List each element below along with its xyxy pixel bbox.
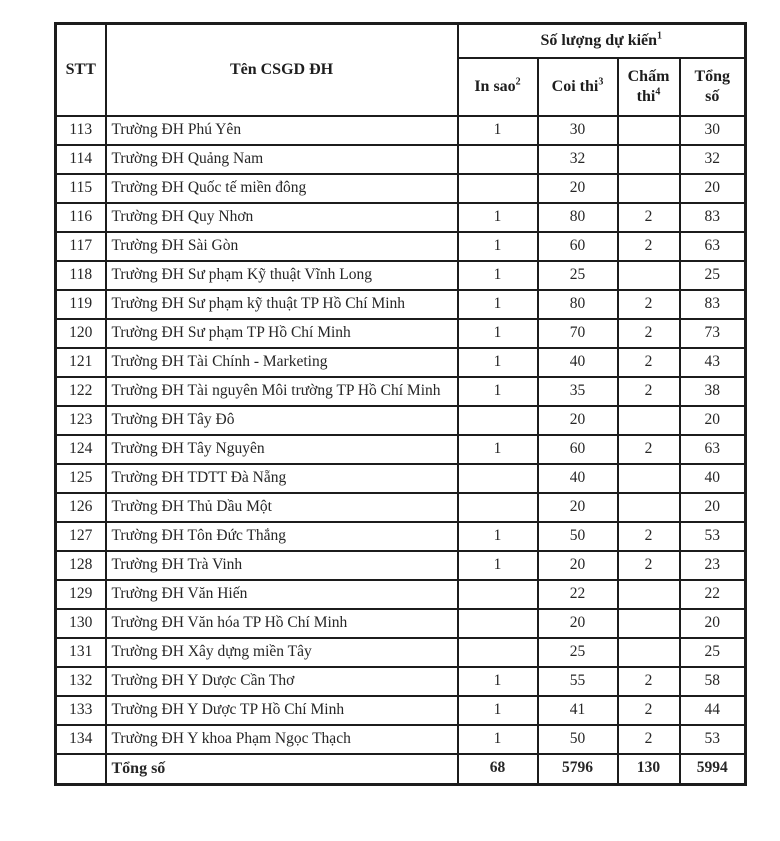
row-cham-thi-value: 2 [618, 551, 680, 580]
row-in-sao-value: 1 [458, 203, 538, 232]
row-in-sao-value: 1 [458, 725, 538, 754]
row-tong-so-value: 20 [680, 493, 746, 522]
row-in-sao-value: 1 [458, 667, 538, 696]
row-coi-thi-value: 20 [538, 493, 618, 522]
row-coi-thi-value: 60 [538, 232, 618, 261]
row-cham-thi-value [618, 609, 680, 638]
row-university-name: Trường ĐH Quốc tế miền đông [106, 174, 458, 203]
table-row [56, 406, 746, 435]
row-stt: 116 [56, 203, 106, 232]
row-tong-so-value: 83 [680, 290, 746, 319]
table-row [56, 116, 746, 145]
row-coi-thi-value: 32 [538, 145, 618, 174]
row-cham-thi-value: 2 [618, 667, 680, 696]
row-stt: 118 [56, 261, 106, 290]
row-university-name: Trường ĐH Tây Nguyên [106, 435, 458, 464]
row-university-name: Trường ĐH Sư phạm TP Hồ Chí Minh [106, 319, 458, 348]
table-row [56, 580, 746, 609]
row-tong-so-value: 58 [680, 667, 746, 696]
row-coi-thi-value: 50 [538, 522, 618, 551]
row-tong-so-value: 40 [680, 464, 746, 493]
row-tong-so-value: 43 [680, 348, 746, 377]
row-university-name: Trường ĐH Y Dược TP Hồ Chí Minh [106, 696, 458, 725]
row-cham-thi-value [618, 174, 680, 203]
row-cham-thi-value: 2 [618, 435, 680, 464]
row-in-sao-value: 1 [458, 232, 538, 261]
row-in-sao-value [458, 174, 538, 203]
row-coi-thi-value: 20 [538, 609, 618, 638]
total-label: Tổng số [106, 754, 458, 784]
row-university-name: Trường ĐH Trà Vinh [106, 551, 458, 580]
table-row [56, 638, 746, 667]
row-cham-thi-value [618, 638, 680, 667]
row-tong-so-value: 25 [680, 261, 746, 290]
row-stt: 133 [56, 696, 106, 725]
table-row [56, 232, 746, 261]
row-university-name: Trường ĐH Văn hóa TP Hồ Chí Minh [106, 609, 458, 638]
row-cham-thi-value [618, 406, 680, 435]
row-tong-so-value: 22 [680, 580, 746, 609]
table-row [56, 493, 746, 522]
row-coi-thi-value: 20 [538, 174, 618, 203]
row-in-sao-value: 1 [458, 290, 538, 319]
header-coi-thi [538, 58, 618, 116]
header-group-expected-quantity [458, 24, 746, 59]
header-group-label: Số lượng dự kiến [540, 32, 658, 50]
row-in-sao-value [458, 145, 538, 174]
header-university-name: Tên CSGD ĐH [106, 24, 458, 117]
table-row [56, 696, 746, 725]
row-in-sao-value [458, 580, 538, 609]
row-in-sao-value [458, 493, 538, 522]
row-university-name: Trường ĐH Quy Nhơn [106, 203, 458, 232]
row-university-name: Trường ĐH Sư phạm Kỹ thuật Vĩnh Long [106, 261, 458, 290]
row-stt: 132 [56, 667, 106, 696]
table-row [56, 261, 746, 290]
header-in-sao-footnote: 2 [515, 76, 521, 88]
row-stt: 130 [56, 609, 106, 638]
row-university-name: Trường ĐH Y khoa Phạm Ngọc Thạch [106, 725, 458, 754]
row-coi-thi-value: 55 [538, 667, 618, 696]
row-stt: 119 [56, 290, 106, 319]
row-coi-thi-value: 80 [538, 290, 618, 319]
row-stt: 122 [56, 377, 106, 406]
row-tong-so-value: 44 [680, 696, 746, 725]
header-coi-thi-footnote: 3 [598, 76, 604, 88]
header-tong-so [680, 58, 746, 116]
row-university-name: Trường ĐH Tài nguyên Môi trường TP Hồ Chí Minh [106, 377, 458, 406]
total-tong-so: 5994 [680, 754, 746, 784]
row-cham-thi-value: 2 [618, 377, 680, 406]
row-cham-thi-value: 2 [618, 725, 680, 754]
row-stt: 121 [56, 348, 106, 377]
row-cham-thi-value: 2 [618, 522, 680, 551]
row-university-name: Trường ĐH Tài Chính - Marketing [106, 348, 458, 377]
row-stt: 129 [56, 580, 106, 609]
row-tong-so-value: 30 [680, 116, 746, 145]
row-tong-so-value: 20 [680, 609, 746, 638]
table-row [56, 348, 746, 377]
row-coi-thi-value: 40 [538, 464, 618, 493]
row-stt: 124 [56, 435, 106, 464]
row-in-sao-value: 1 [458, 319, 538, 348]
row-university-name: Trường ĐH Tây Đô [106, 406, 458, 435]
row-stt: 117 [56, 232, 106, 261]
row-university-name: Trường ĐH Thủ Dầu Một [106, 493, 458, 522]
row-cham-thi-value [618, 493, 680, 522]
row-coi-thi-value: 60 [538, 435, 618, 464]
row-in-sao-value: 1 [458, 116, 538, 145]
table-row [56, 551, 746, 580]
row-tong-so-value: 83 [680, 203, 746, 232]
table-row [56, 609, 746, 638]
row-in-sao-value: 1 [458, 348, 538, 377]
row-coi-thi-value: 50 [538, 725, 618, 754]
row-in-sao-value [458, 464, 538, 493]
row-stt: 120 [56, 319, 106, 348]
row-university-name: Trường ĐH Văn Hiến [106, 580, 458, 609]
table-header [56, 24, 746, 117]
header-in-sao-label: In sao [474, 78, 516, 96]
row-tong-so-value: 23 [680, 551, 746, 580]
total-in-sao: 68 [458, 754, 538, 784]
table-row [56, 174, 746, 203]
total-coi-thi: 5796 [538, 754, 618, 784]
row-tong-so-value: 73 [680, 319, 746, 348]
header-cham-thi-label: Chấm thi [627, 68, 670, 105]
row-tong-so-value: 53 [680, 725, 746, 754]
row-tong-so-value: 25 [680, 638, 746, 667]
table-row [56, 290, 746, 319]
row-coi-thi-value: 70 [538, 319, 618, 348]
row-stt: 114 [56, 145, 106, 174]
row-university-name: Trường ĐH Xây dựng miền Tây [106, 638, 458, 667]
header-group-footnote: 1 [657, 30, 663, 42]
row-tong-so-value: 32 [680, 145, 746, 174]
row-stt: 115 [56, 174, 106, 203]
row-cham-thi-value [618, 464, 680, 493]
row-tong-so-value: 20 [680, 174, 746, 203]
row-tong-so-value: 63 [680, 435, 746, 464]
row-coi-thi-value: 25 [538, 261, 618, 290]
total-stt-empty [56, 754, 106, 784]
row-in-sao-value: 1 [458, 522, 538, 551]
row-in-sao-value: 1 [458, 261, 538, 290]
row-cham-thi-value [618, 261, 680, 290]
row-coi-thi-value: 20 [538, 551, 618, 580]
table-row [56, 464, 746, 493]
row-coi-thi-value: 25 [538, 638, 618, 667]
row-stt: 127 [56, 522, 106, 551]
row-in-sao-value: 1 [458, 696, 538, 725]
table-row [56, 522, 746, 551]
row-coi-thi-value: 35 [538, 377, 618, 406]
row-coi-thi-value: 41 [538, 696, 618, 725]
table-row [56, 667, 746, 696]
row-stt: 134 [56, 725, 106, 754]
row-university-name: Trường ĐH Y Dược Cần Thơ [106, 667, 458, 696]
row-university-name: Trường ĐH TDTT Đà Nẵng [106, 464, 458, 493]
row-cham-thi-value: 2 [618, 232, 680, 261]
row-tong-so-value: 53 [680, 522, 746, 551]
row-stt: 126 [56, 493, 106, 522]
row-coi-thi-value: 40 [538, 348, 618, 377]
header-stt: STT [56, 24, 106, 117]
row-cham-thi-value: 2 [618, 696, 680, 725]
row-in-sao-value [458, 638, 538, 667]
header-coi-thi-label: Coi thi [551, 78, 599, 96]
total-cham-thi: 130 [618, 754, 680, 784]
row-cham-thi-value: 2 [618, 348, 680, 377]
row-cham-thi-value [618, 580, 680, 609]
row-stt: 123 [56, 406, 106, 435]
table-row [56, 377, 746, 406]
row-cham-thi-value: 2 [618, 290, 680, 319]
header-tong-so-label: Tổng số [694, 68, 731, 105]
row-coi-thi-value: 30 [538, 116, 618, 145]
row-stt: 113 [56, 116, 106, 145]
row-tong-so-value: 38 [680, 377, 746, 406]
row-stt: 128 [56, 551, 106, 580]
row-in-sao-value [458, 406, 538, 435]
row-in-sao-value: 1 [458, 551, 538, 580]
row-university-name: Trường ĐH Sư phạm kỹ thuật TP Hồ Chí Minh [106, 290, 458, 319]
header-cham-thi [618, 58, 680, 116]
row-in-sao-value: 1 [458, 435, 538, 464]
table-row [56, 203, 746, 232]
row-coi-thi-value: 80 [538, 203, 618, 232]
header-in-sao [458, 58, 538, 116]
row-coi-thi-value: 22 [538, 580, 618, 609]
row-cham-thi-value [618, 145, 680, 174]
table-body [56, 116, 746, 754]
table-footer [56, 754, 746, 784]
row-university-name: Trường ĐH Tôn Đức Thắng [106, 522, 458, 551]
universities-quota-table [54, 22, 747, 786]
row-university-name: Trường ĐH Phú Yên [106, 116, 458, 145]
header-cham-thi-footnote: 4 [655, 86, 661, 98]
row-coi-thi-value: 20 [538, 406, 618, 435]
row-university-name: Trường ĐH Quảng Nam [106, 145, 458, 174]
row-tong-so-value: 20 [680, 406, 746, 435]
row-cham-thi-value: 2 [618, 319, 680, 348]
row-in-sao-value: 1 [458, 377, 538, 406]
row-tong-so-value: 63 [680, 232, 746, 261]
row-stt: 131 [56, 638, 106, 667]
row-university-name: Trường ĐH Sài Gòn [106, 232, 458, 261]
total-row [56, 754, 746, 784]
row-cham-thi-value [618, 116, 680, 145]
table-row [56, 319, 746, 348]
row-cham-thi-value: 2 [618, 203, 680, 232]
table-row [56, 725, 746, 754]
row-in-sao-value [458, 609, 538, 638]
table-row [56, 145, 746, 174]
table-row [56, 435, 746, 464]
row-stt: 125 [56, 464, 106, 493]
